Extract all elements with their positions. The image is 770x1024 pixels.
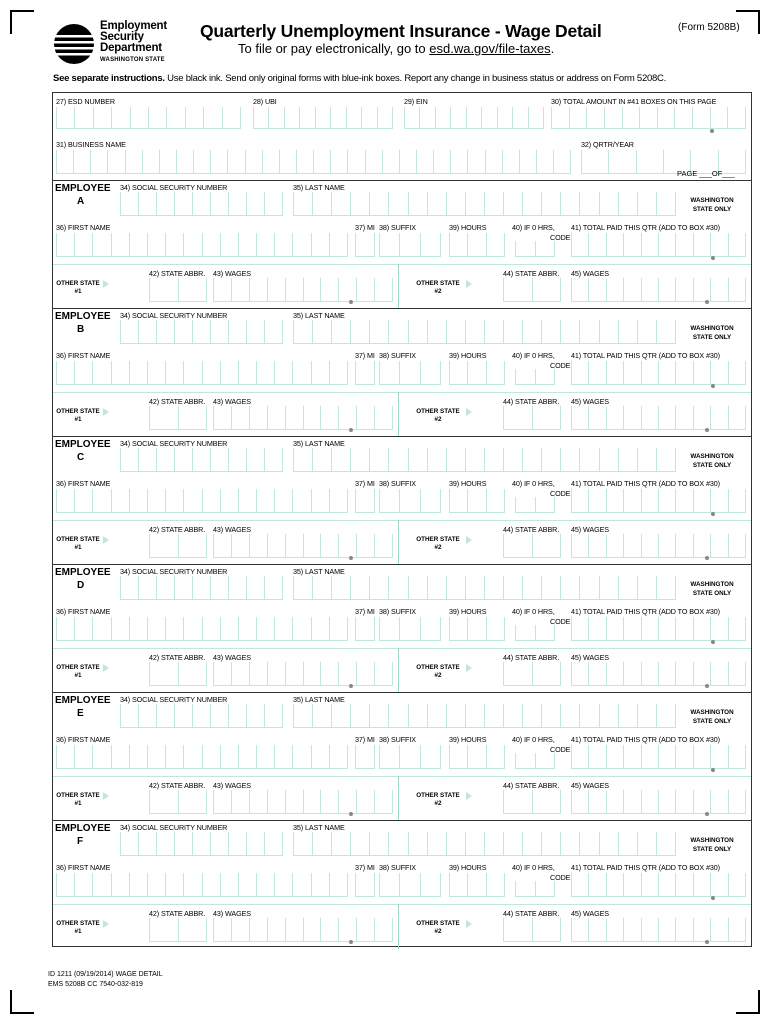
other-state-text: OTHER STATE xyxy=(56,664,100,671)
total-paid-label: 41) TOTAL PAID THIS QTR (ADD TO BOX #30) xyxy=(571,351,720,360)
other-state-number: #1 xyxy=(74,672,82,679)
other-state-number: #1 xyxy=(74,288,82,295)
wages-1-label: 43) WAGES xyxy=(213,909,251,918)
last-name-label: 35) LAST NAME xyxy=(293,695,345,704)
mi-field[interactable] xyxy=(355,617,375,641)
other-state-number: #2 xyxy=(434,672,442,679)
state-abbr-1-label: 42) STATE ABBR. xyxy=(149,909,206,918)
state-abbr-1-label: 42) STATE ABBR. xyxy=(149,525,206,534)
employee-letter: A xyxy=(77,196,85,207)
first-name-field[interactable] xyxy=(56,361,348,385)
other-state-number: #1 xyxy=(74,544,82,551)
code-label: CODE xyxy=(550,873,571,882)
mi-field[interactable] xyxy=(355,745,375,769)
arrow-right-icon xyxy=(103,664,109,672)
wages-1-field[interactable] xyxy=(213,534,393,558)
mi-label: 37) MI xyxy=(355,223,375,232)
state-abbr-2-label: 44) STATE ABBR. xyxy=(503,781,560,790)
suffix-field[interactable] xyxy=(379,617,441,641)
first-name-field[interactable] xyxy=(56,873,348,897)
code-label: CODE xyxy=(550,745,571,754)
wages-2-label: 45) WAGES xyxy=(571,653,609,662)
decimal-point-icon xyxy=(711,640,715,644)
ssn-field[interactable] xyxy=(120,320,283,344)
other-state-text: OTHER STATE xyxy=(416,536,460,543)
ssn-field[interactable] xyxy=(120,448,283,472)
first-name-label: 36) FIRST NAME xyxy=(56,223,111,232)
suffix-label: 38) SUFFIX xyxy=(379,479,416,488)
zero-hours-code-field[interactable] xyxy=(515,753,555,769)
employee-heading: EMPLOYEE xyxy=(55,183,111,194)
other-state-2-label xyxy=(415,920,461,936)
other-state-text: OTHER STATE xyxy=(56,920,100,927)
last-name-label: 35) LAST NAME xyxy=(293,567,345,576)
last-name-field[interactable] xyxy=(293,448,676,472)
state-only-text: STATE ONLY xyxy=(692,333,732,341)
ssn-label: 34) SOCIAL SECURITY NUMBER xyxy=(120,823,228,832)
other-state-text: OTHER STATE xyxy=(416,920,460,927)
employee-block xyxy=(53,564,751,692)
washington-text: WASHINGTON xyxy=(690,837,734,844)
arrow-right-icon xyxy=(466,536,472,544)
hours-label: 39) HOURS xyxy=(449,863,487,872)
decimal-point-icon xyxy=(349,812,353,816)
other-state-text: OTHER STATE xyxy=(56,408,100,415)
wages-1-label: 43) WAGES xyxy=(213,269,251,278)
total-paid-label: 41) TOTAL PAID THIS QTR (ADD TO BOX #30) xyxy=(571,735,720,744)
employee-heading: EMPLOYEE xyxy=(55,823,111,834)
first-name-field[interactable] xyxy=(56,489,348,513)
divider xyxy=(398,776,399,821)
state-abbr-1-field[interactable] xyxy=(149,918,207,942)
employee-heading: EMPLOYEE xyxy=(55,695,111,706)
other-state-1-label xyxy=(55,408,101,424)
state-only-text: STATE ONLY xyxy=(692,205,732,213)
state-only-text: STATE ONLY xyxy=(692,461,732,469)
total-paid-field[interactable] xyxy=(571,361,746,385)
decimal-point-icon xyxy=(711,896,715,900)
divider xyxy=(398,392,399,437)
arrow-right-icon xyxy=(103,408,109,416)
suffix-field[interactable] xyxy=(379,489,441,513)
form-footer xyxy=(48,970,163,990)
last-name-field[interactable] xyxy=(293,576,676,600)
first-name-label: 36) FIRST NAME xyxy=(56,735,111,744)
wages-1-label: 43) WAGES xyxy=(213,653,251,662)
esd-number-field[interactable] xyxy=(56,107,241,129)
state-abbr-2-label: 44) STATE ABBR. xyxy=(503,525,560,534)
first-name-field[interactable] xyxy=(56,233,348,257)
zero-hours-code-field[interactable] xyxy=(515,881,555,897)
other-state-1-label xyxy=(55,536,101,552)
last-name-label: 35) LAST NAME xyxy=(293,311,345,320)
mi-label: 37) MI xyxy=(355,479,375,488)
suffix-field[interactable] xyxy=(379,745,441,769)
wages-2-field[interactable] xyxy=(571,534,746,558)
state-abbr-2-label: 44) STATE ABBR. xyxy=(503,909,560,918)
total-paid-field[interactable] xyxy=(571,745,746,769)
employee-heading: EMPLOYEE xyxy=(55,439,111,450)
other-state-number: #2 xyxy=(434,544,442,551)
employee-letter: D xyxy=(77,580,85,591)
hours-label: 39) HOURS xyxy=(449,479,487,488)
zero-hours-code-field[interactable] xyxy=(515,369,555,385)
other-state-text: OTHER STATE xyxy=(56,536,100,543)
other-state-2-label xyxy=(415,280,461,296)
if-zero-hours-label: 40) IF 0 HRS, xyxy=(512,735,555,744)
state-abbr-1-label: 42) STATE ABBR. xyxy=(149,269,206,278)
employee-block xyxy=(53,436,751,564)
washington-text: WASHINGTON xyxy=(690,581,734,588)
mi-label: 37) MI xyxy=(355,863,375,872)
wages-1-label: 43) WAGES xyxy=(213,525,251,534)
divider xyxy=(53,264,751,265)
hours-field[interactable] xyxy=(449,873,505,897)
other-state-number: #1 xyxy=(74,800,82,807)
mi-label: 37) MI xyxy=(355,607,375,616)
state-abbr-1-field[interactable] xyxy=(149,406,207,430)
state-abbr-1-field[interactable] xyxy=(149,534,207,558)
ssn-field[interactable] xyxy=(120,192,283,216)
employee-letter: E xyxy=(77,708,84,719)
divider xyxy=(53,904,751,905)
arrow-right-icon xyxy=(466,664,472,672)
state-abbr-2-label: 44) STATE ABBR. xyxy=(503,397,560,406)
divider xyxy=(53,520,751,521)
other-state-number: #1 xyxy=(74,928,82,935)
last-name-field[interactable] xyxy=(293,832,676,856)
code-label: CODE xyxy=(550,361,571,370)
first-name-field[interactable] xyxy=(56,745,348,769)
esd-number-label: 27) ESD NUMBER xyxy=(56,97,115,106)
divider xyxy=(53,648,751,649)
other-state-1-label xyxy=(55,280,101,296)
washington-state-only-note xyxy=(680,325,744,342)
wages-2-field[interactable] xyxy=(571,790,746,814)
employee-letter: B xyxy=(77,324,85,335)
decimal-point-icon xyxy=(705,556,709,560)
total-paid-field[interactable] xyxy=(571,873,746,897)
other-state-text: OTHER STATE xyxy=(416,792,460,799)
arrow-right-icon xyxy=(103,792,109,800)
decimal-point-icon xyxy=(705,940,709,944)
qrtr-year-label: 32) QRTR/YEAR xyxy=(581,140,634,149)
instructions-bold: See separate instructions. xyxy=(53,73,165,84)
zero-hours-code-field[interactable] xyxy=(515,241,555,257)
other-state-text: OTHER STATE xyxy=(416,280,460,287)
wages-1-field[interactable] xyxy=(213,662,393,686)
employee-letter: C xyxy=(77,452,85,463)
decimal-point-icon xyxy=(349,556,353,560)
state-abbr-1-label: 42) STATE ABBR. xyxy=(149,653,206,662)
other-state-text: OTHER STATE xyxy=(416,664,460,671)
wages-2-label: 45) WAGES xyxy=(571,909,609,918)
crop-mark-top-left xyxy=(10,10,34,34)
other-state-text: OTHER STATE xyxy=(56,280,100,287)
ssn-field[interactable] xyxy=(120,704,283,728)
suffix-field[interactable] xyxy=(379,233,441,257)
footer-line-1: ID 1211 (09/19/2014) WAGE DETAIL xyxy=(48,971,163,978)
state-abbr-1-field[interactable] xyxy=(149,790,207,814)
mi-field[interactable] xyxy=(355,233,375,257)
decimal-point-icon xyxy=(711,768,715,772)
divider xyxy=(53,392,751,393)
hours-field[interactable] xyxy=(449,617,505,641)
other-state-2-label xyxy=(415,792,461,808)
state-abbr-2-field[interactable] xyxy=(503,534,561,558)
washington-state-only-note xyxy=(680,453,744,470)
other-state-number: #1 xyxy=(74,416,82,423)
state-only-text: STATE ONLY xyxy=(692,845,732,853)
ssn-field[interactable] xyxy=(120,832,283,856)
last-name-label: 35) LAST NAME xyxy=(293,823,345,832)
logo-line-3: Department xyxy=(100,42,162,54)
crop-mark-bottom-left xyxy=(10,990,34,1014)
other-state-number: #2 xyxy=(434,928,442,935)
arrow-right-icon xyxy=(466,920,472,928)
form-subtitle xyxy=(238,41,554,56)
form-number: (Form 5208B) xyxy=(678,22,740,33)
business-name-label: 31) BUSINESS NAME xyxy=(56,140,126,149)
other-state-number: #2 xyxy=(434,416,442,423)
state-abbr-2-label: 44) STATE ABBR. xyxy=(503,653,560,662)
ubi-label: 28) UBI xyxy=(253,97,277,106)
if-zero-hours-label: 40) IF 0 HRS, xyxy=(512,351,555,360)
first-name-field[interactable] xyxy=(56,617,348,641)
state-abbr-1-label: 42) STATE ABBR. xyxy=(149,397,206,406)
washington-state-only-note xyxy=(680,197,744,214)
employee-block xyxy=(53,692,751,820)
if-zero-hours-label: 40) IF 0 HRS, xyxy=(512,479,555,488)
last-name-label: 35) LAST NAME xyxy=(293,183,345,192)
logo-subtitle: WASHINGTON STATE xyxy=(100,57,165,63)
if-zero-hours-label: 40) IF 0 HRS, xyxy=(512,223,555,232)
employee-heading: EMPLOYEE xyxy=(55,311,111,322)
ssn-label: 34) SOCIAL SECURITY NUMBER xyxy=(120,695,228,704)
ein-field[interactable] xyxy=(404,107,544,129)
wages-1-label: 43) WAGES xyxy=(213,397,251,406)
esd-logo xyxy=(52,20,177,68)
if-zero-hours-label: 40) IF 0 HRS, xyxy=(512,863,555,872)
arrow-right-icon xyxy=(466,792,472,800)
hours-field[interactable] xyxy=(449,489,505,513)
total-paid-field[interactable] xyxy=(571,233,746,257)
arrow-right-icon xyxy=(103,920,109,928)
other-state-2-label xyxy=(415,664,461,680)
mi-field[interactable] xyxy=(355,489,375,513)
suffix-field[interactable] xyxy=(379,873,441,897)
decimal-point-icon xyxy=(349,940,353,944)
divider xyxy=(398,904,399,949)
other-state-2-label xyxy=(415,408,461,424)
decimal-point-icon xyxy=(705,300,709,304)
other-state-number: #2 xyxy=(434,800,442,807)
state-only-text: STATE ONLY xyxy=(692,717,732,725)
divider xyxy=(398,264,399,309)
subtitle-prefix: To file or pay electronically, go to xyxy=(238,41,430,56)
last-name-field[interactable] xyxy=(293,320,676,344)
instructions-text: Use black ink. Send only original forms with blue-ink boxes. Report any change in business status or address on Form 5208C. xyxy=(164,73,667,84)
ssn-field[interactable] xyxy=(120,576,283,600)
employee-block xyxy=(53,820,751,948)
total-paid-label: 41) TOTAL PAID THIS QTR (ADD TO BOX #30) xyxy=(571,223,720,232)
page-of-field[interactable]: PAGE ___OF___ xyxy=(677,169,735,178)
hours-field[interactable] xyxy=(449,233,505,257)
divider xyxy=(53,776,751,777)
hours-field[interactable] xyxy=(449,361,505,385)
code-label: CODE xyxy=(550,489,571,498)
state-abbr-1-field[interactable] xyxy=(149,662,207,686)
state-abbr-2-field[interactable] xyxy=(503,662,561,686)
decimal-point-icon xyxy=(349,684,353,688)
decimal-point-icon xyxy=(710,129,714,133)
wages-2-label: 45) WAGES xyxy=(571,781,609,790)
total-amount-label: 30) TOTAL AMOUNT IN #41 BOXES ON THIS PAGE xyxy=(551,97,717,106)
wages-1-field[interactable] xyxy=(213,790,393,814)
washington-state-only-note xyxy=(680,837,744,854)
wages-1-label: 43) WAGES xyxy=(213,781,251,790)
subtitle-suffix: . xyxy=(550,41,555,56)
arrow-right-icon xyxy=(466,408,472,416)
wage-detail-form xyxy=(52,92,752,947)
hours-label: 39) HOURS xyxy=(449,351,487,360)
hours-label: 39) HOURS xyxy=(449,607,487,616)
suffix-field[interactable] xyxy=(379,361,441,385)
decimal-point-icon xyxy=(711,256,715,260)
state-abbr-2-label: 44) STATE ABBR. xyxy=(503,269,560,278)
file-taxes-link[interactable]: esd.wa.gov/file-taxes xyxy=(429,41,551,56)
ssn-label: 34) SOCIAL SECURITY NUMBER xyxy=(120,439,228,448)
divider xyxy=(398,648,399,693)
if-zero-hours-label: 40) IF 0 HRS, xyxy=(512,607,555,616)
washington-text: WASHINGTON xyxy=(690,453,734,460)
hours-field[interactable] xyxy=(449,745,505,769)
first-name-label: 36) FIRST NAME xyxy=(56,607,111,616)
total-paid-field[interactable] xyxy=(571,489,746,513)
zero-hours-code-field[interactable] xyxy=(515,625,555,641)
mi-field[interactable] xyxy=(355,873,375,897)
wages-2-field[interactable] xyxy=(571,406,746,430)
logo-line-1: Employment xyxy=(100,20,168,32)
other-state-number: #2 xyxy=(434,288,442,295)
wages-1-field[interactable] xyxy=(213,406,393,430)
arrow-right-icon xyxy=(466,280,472,288)
washington-text: WASHINGTON xyxy=(690,325,734,332)
total-paid-label: 41) TOTAL PAID THIS QTR (ADD TO BOX #30) xyxy=(571,479,720,488)
logo-icon xyxy=(52,22,96,66)
state-abbr-2-field[interactable] xyxy=(503,278,561,302)
first-name-label: 36) FIRST NAME xyxy=(56,479,111,488)
decimal-point-icon xyxy=(349,300,353,304)
wages-1-field[interactable] xyxy=(213,278,393,302)
code-label: CODE xyxy=(550,233,571,242)
employee-block xyxy=(53,308,751,436)
employee-heading: EMPLOYEE xyxy=(55,567,111,578)
employee-block xyxy=(53,180,751,308)
ssn-label: 34) SOCIAL SECURITY NUMBER xyxy=(120,311,228,320)
total-paid-label: 41) TOTAL PAID THIS QTR (ADD TO BOX #30) xyxy=(571,607,720,616)
total-paid-label: 41) TOTAL PAID THIS QTR (ADD TO BOX #30) xyxy=(571,863,720,872)
decimal-point-icon xyxy=(711,512,715,516)
other-state-text: OTHER STATE xyxy=(56,792,100,799)
instructions xyxy=(53,73,666,84)
code-label: CODE xyxy=(550,617,571,626)
last-name-label: 35) LAST NAME xyxy=(293,439,345,448)
ein-label: 29) EIN xyxy=(404,97,428,106)
total-amount-field[interactable] xyxy=(551,107,746,129)
ssn-label: 34) SOCIAL SECURITY NUMBER xyxy=(120,183,228,192)
wages-2-field[interactable] xyxy=(571,278,746,302)
state-abbr-2-field[interactable] xyxy=(503,790,561,814)
form-title: Quarterly Unemployment Insurance - Wage Detail xyxy=(200,21,602,41)
washington-text: WASHINGTON xyxy=(690,709,734,716)
state-abbr-2-field[interactable] xyxy=(503,406,561,430)
mi-label: 37) MI xyxy=(355,351,375,360)
decimal-point-icon xyxy=(711,384,715,388)
suffix-label: 38) SUFFIX xyxy=(379,351,416,360)
employee-letter: F xyxy=(77,836,84,847)
wages-2-label: 45) WAGES xyxy=(571,525,609,534)
suffix-label: 38) SUFFIX xyxy=(379,607,416,616)
other-state-1-label xyxy=(55,664,101,680)
washington-state-only-note xyxy=(680,581,744,598)
wages-2-label: 45) WAGES xyxy=(571,269,609,278)
other-state-1-label xyxy=(55,920,101,936)
state-abbr-1-label: 42) STATE ABBR. xyxy=(149,781,206,790)
total-paid-field[interactable] xyxy=(571,617,746,641)
hours-label: 39) HOURS xyxy=(449,223,487,232)
suffix-label: 38) SUFFIX xyxy=(379,863,416,872)
decimal-point-icon xyxy=(705,428,709,432)
decimal-point-icon xyxy=(705,684,709,688)
arrow-right-icon xyxy=(103,280,109,288)
footer-line-2: EMS 5208B CC 7540-032-819 xyxy=(48,981,143,988)
other-state-2-label xyxy=(415,536,461,552)
mi-field[interactable] xyxy=(355,361,375,385)
first-name-label: 36) FIRST NAME xyxy=(56,863,111,872)
ssn-label: 34) SOCIAL SECURITY NUMBER xyxy=(120,567,228,576)
arrow-right-icon xyxy=(103,536,109,544)
first-name-label: 36) FIRST NAME xyxy=(56,351,111,360)
crop-mark-bottom-right xyxy=(736,990,760,1014)
other-state-1-label xyxy=(55,792,101,808)
ubi-field[interactable] xyxy=(253,107,393,129)
decimal-point-icon xyxy=(349,428,353,432)
wages-2-field[interactable] xyxy=(571,918,746,942)
last-name-field[interactable] xyxy=(293,192,676,216)
washington-text: WASHINGTON xyxy=(690,197,734,204)
suffix-label: 38) SUFFIX xyxy=(379,223,416,232)
last-name-field[interactable] xyxy=(293,704,676,728)
state-abbr-2-field[interactable] xyxy=(503,918,561,942)
state-abbr-1-field[interactable] xyxy=(149,278,207,302)
decimal-point-icon xyxy=(705,812,709,816)
logo-line-2: Security xyxy=(100,31,144,43)
washington-state-only-note xyxy=(680,709,744,726)
suffix-label: 38) SUFFIX xyxy=(379,735,416,744)
business-name-field[interactable] xyxy=(56,150,571,174)
wages-2-field[interactable] xyxy=(571,662,746,686)
zero-hours-code-field[interactable] xyxy=(515,497,555,513)
other-state-text: OTHER STATE xyxy=(416,408,460,415)
hours-label: 39) HOURS xyxy=(449,735,487,744)
wages-1-field[interactable] xyxy=(213,918,393,942)
state-only-text: STATE ONLY xyxy=(692,589,732,597)
wages-2-label: 45) WAGES xyxy=(571,397,609,406)
mi-label: 37) MI xyxy=(355,735,375,744)
divider xyxy=(398,520,399,565)
